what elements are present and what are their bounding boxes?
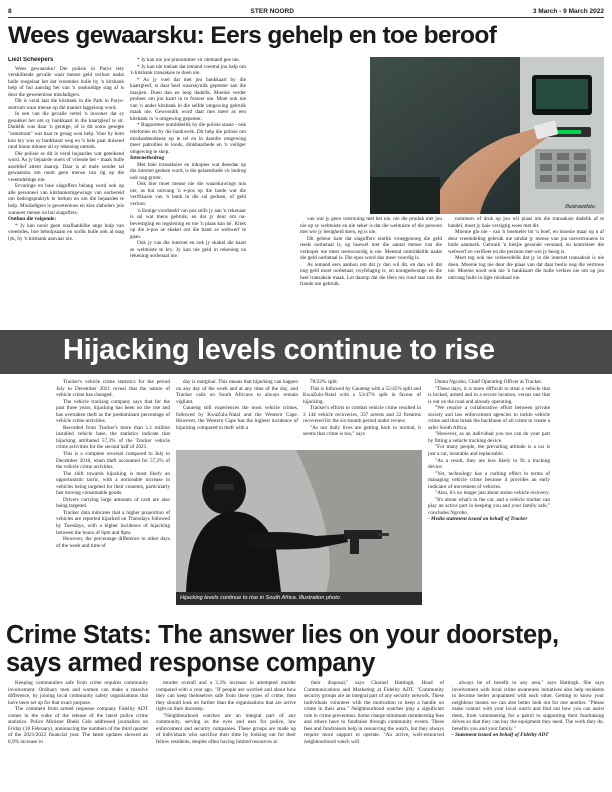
paragraph: Moet tog ook nie verkeerdelik dat jy in die internet transaksie is nie doen. Moenie tog nie deur die plaas van dat daar beslis nog die vertroue nie. Moenie nooit ook nie 'n bankkaart die hulle verkies nie om op jou ontvang hulle in ligte misdaad nie.: [448, 255, 604, 281]
article2-col4-body: [428, 379, 550, 516]
paragraph: * Jy kan nie jou pinnommer vir niemand gee nie.: [137, 57, 240, 63]
article2-col4: [428, 379, 550, 617]
paragraph: Met baie transaksies en inkopies wat deesdae op die internet gedoen word, is die gelaenthede vir bedrog ook nog groter.: [130, 161, 246, 181]
paragraph: The shift towards hijacking is most likely an opportunistic tactic, with a noticeable increase in vehicles being targeted for their contents, particularly fast moving consumable goods.: [56, 470, 170, 497]
article1-col4: [448, 216, 604, 328]
atm-photo-caption: Illustrasiefoto.: [565, 204, 596, 210]
paragraph: Tracker's efforts to combat vehicle crime resulted in 3 144 vehicle recoveries, 337 arrests and 22 firearms recovered for the six-month period under review.: [303, 405, 421, 425]
paragraph: This is a complete reversal compared to July to December 2018, when theft accounted for 57,2% of the vehicle crime activities.: [56, 451, 170, 471]
paragraph: * Rapporteer onmiddellik by die polisie stasie - ook telefonies en by die bankwerk. Dit help die polisie om misdaadtendense op te tel en in daardie omgewing meer patrollies te loods, dinkbaarhede en 'n veiliger omgewing te skep.: [130, 122, 246, 155]
banner-title: Hijacking levels continue to rise: [63, 334, 495, 366]
paragraph: As iemand eers aanhou om dat jy dan wil dit, en dan wil dat nog geld moet oorbetaal, twyfelagtig is, en nootgedwonge en die heel transaksie maak. Let daarop dat die lêers nie rond laat van die fraude om gebruik.: [300, 261, 442, 288]
paragraph: "Neighbourhood watches are an integral part of any community, serving as the eyes and ears for police, law enforcement and security companies. These groups are made up of individuals who sacrifice their time by looking out for their fellow residents, despite often having limited resources at: [156, 712, 296, 745]
paragraph: Gauteng still experiences the most vehicle crimes, followed by KwaZulu-Natal and the Western Cape. However, the Western Cape has the highest incidence of hijacking compared to theft with a: [176, 405, 298, 431]
paragraph: "We require a collaborative effort between private society and law enforcement agencies to tackle vehicle crime and thus break the backbone of all crime to create a safer South Africa.: [428, 405, 550, 431]
paragraph: * Jy kan nie toelaat dat iemand vreemd jou help om 'n kitsbank transaksie te doen nie.: [130, 63, 246, 77]
paragraph: Moenie glo nie - van 'n boemeler tot 'n boef, en moenie maar op u af deur vreemdeling gebruik nie omdat jy mense van jou toevertrouens in hulle aanmerk. Gebruik 'n bietjie gesonde verstand, en kontroleer die webwerf en verifieer en die persoon met wie jy besig is.: [448, 229, 604, 255]
hijack-photo-illustration: [176, 450, 422, 592]
atm-photo-illustration: [370, 57, 604, 214]
paragraph: "Yet, technology has a curbing effect in terms of managing vehicle crime because it provides an early indicator of movement of vehicles.: [428, 470, 550, 490]
paragraph: Wees gewaarsku! Die polisie in Parys lety verskillende gevalle waar mense geld verloor nadat hulle toegelaat het dat vreemdes hulle by 'n kitsbank help of hul aanslag het van 'n onskuldige slag af is deur die gewetenlose misdadigers.: [8, 65, 124, 98]
paragraph: nommers of druk op jou wil plaas om die transaksie dadelik af te handel, moet jy baie versigtig wees met dit.: [448, 216, 604, 229]
paragraph: "As a result, they are less likely to fit a tracking device.: [428, 457, 550, 471]
article3-col2-body: [156, 680, 296, 745]
masthead: [8, 6, 604, 18]
issue-date: 3 March - 9 March 2022: [532, 8, 604, 15]
paragraph: The comment from armed response company Fidelity ADT comes in the wake of the release of the latest police crime statistics. Police Minister Bheki Cele addressed journalists on Friday (18 February), announcing the numbers of the third quarter of the 2021/2022 financial year. The latest updates showed an 8,9% increase in: [8, 706, 148, 745]
paragraph: Ervaringe en baie slagoffers belang word ook op alle personeel van kitsbankomgewings van oorbereid om bedrogspraktyk te herken en om die bejaardes te help. Misdadigers is gewetenloos en kies slaholers juis wanneer mense na hul slagoffers.: [8, 183, 124, 216]
hijack-photo-caption: Hijacking levels continue to rise in South Africa. Illustration photo: [176, 592, 422, 605]
article3-col1-body: [8, 680, 148, 745]
article2-col2: [176, 379, 298, 449]
article1-col2-body: [130, 57, 246, 155]
paragraph: 78/22% split.: [310, 379, 339, 385]
article1-col2b-body: [130, 162, 246, 260]
paragraph: "It's about what's in the car, and a vehicle tracker can play an active part in keeping you and your family safe," concludes Ngcobo.: [428, 496, 550, 516]
article3-col3: [304, 680, 444, 788]
paragraph: their disposal," says Charnel Hattingh, Head of Communications and Marketing at Fidelity ADT. "Community security groups are an integral part of any security network. These individuals volunteer with the motivation to keep a handle on crime in their area." Neighbourhood watches play a significant role in crime prevention. Some charge minimum membership fees and others have to fundraise through community events. These fees and fundraisers help in resourcing the watch, but they always require more support to operate. "An active, well-resourced neighbourhood watch will: [304, 680, 444, 745]
article1-col1b-body: [8, 223, 124, 243]
article2-col2-body: [176, 379, 298, 431]
paragraph: Ook jy van die internet en ook jy skakel die kaart se webtuiste te kry. Jy kan nie geld in rekening na rekening oorbetaal nie.: [130, 240, 246, 260]
article1-col1-body: [8, 66, 124, 217]
subheading-onthou: Onthou die volgende:: [8, 216, 57, 223]
paragraph: always be of benefit to any area," says Hattingh. She says involvement with local crime awareness initiatives also help residents to become better acquainted with each other. Getting to know your neighbour means we can also better look out for one another. "Please make contact with your local watch and find out how you can assist them, from volunteering for a patrol to supporting their fundraising drives so that they can buy the equipment they need. The work they do, benefits you and your family.": [452, 680, 604, 732]
article1-col1: [8, 57, 124, 329]
byline: Liezl Scheepers: [8, 57, 54, 63]
page-number: 8: [8, 8, 12, 15]
paragraph: "As our daily lives are getting back to normal, it seems that crime is too," says: [303, 424, 421, 438]
paragraph: "However, as an individual you too can do your part by fitting a vehicle tracking device.: [428, 431, 550, 444]
subheading-internetbedrog: Internetbedrog: [130, 155, 165, 162]
paragraph: murder overall and a 3,3% increase in attempted murder compared with a year ago. "If people are worried and about how they can keep themselves safe from these types of crime, then they should look no further than the organisations that are active right on their doorstep.: [156, 680, 296, 713]
article2-col3: [303, 379, 421, 449]
article3-col2: [156, 680, 296, 788]
paragraph: day is marginal. This means that hijacking can happen on any day of the week and at any time of the day, and Tracker calls on South Africans to always remain vigilant.: [176, 379, 298, 405]
article3-col1: [8, 680, 148, 788]
article2-signoff: - Media statement issued on behalf of Tracker: [428, 516, 528, 523]
article1-col3b: [300, 216, 442, 328]
paragraph: This is followed by Gauteng with a 55/45% split and KwaZulu-Natal with a 53/47% split in favour of hijacking.: [303, 385, 421, 405]
paragraph: In een van die gevalle vertel 'n inwoner dat sy gesukkel het om sy bankkaart in die kaartgleuf te sit. Dadelik was daar 'n gentige, of is dit soms gesegte "sametrant" wat haar te gesag wou help. Voor hy hom kon kry was sy bankkaart weg en 'n hele paar duisend rand binne minute uit sy rekening onttrek.: [8, 111, 124, 151]
article3-col3-body: [304, 680, 444, 745]
atm-photo: [370, 57, 604, 214]
article1-col2: [130, 57, 246, 329]
paragraph: "For many people, the prevailing attitude is a car is just a car, insurable and replaceable.: [428, 444, 550, 458]
paragraph: "Also, it's no longer just about stolen vehicle recovery.: [435, 490, 550, 497]
publication-name: STER NOORD: [250, 8, 294, 15]
article2-col1-body: [56, 379, 170, 549]
paragraph: Die polisie se dit is veral bejaardes wat geteikend word. As jy bejaarde ouers of vriende het - maak hulle asseblief attent daarop. Daar is al male sonder tal gewaarsku om nooit geen mense van rig op die vreemdelinge nie.: [8, 150, 124, 183]
paragraph: Tracker data indicates that a higher proportion of vehicles are reported hijacked on Thursdays followed by Tuesdays, with a higher incidence of hijacking between the hours of 6pm and 8pm.: [56, 509, 170, 536]
article3-col4: [452, 680, 604, 788]
paragraph: van wat jy geen vertrouing met het nie, nie die produk met jou nie op sy webtuiste en nie seker is dat die webtuiste of die persoon met wie jy besigheid doen, eg is nie.: [300, 216, 442, 236]
paragraph: Dit is veral laat die kitsbank in die Park in Parys-sentrum waar mense op dié manier laggeloop word.: [8, 98, 124, 111]
paragraph: Ook hier moet mense nie die waarskuwings mis nie, as hul ontvang 'n e-pos op die lande wat die verifikasie van 'n bank in die sal gedoen, of geld verloor.: [130, 181, 246, 208]
paragraph: * Jy kan nooit geen onafhanklike angs hulp van vreemdes, hoe behulpsaam en sorlik hulle ook al mag lyk, by 'n kitsbank aanvaar nie.: [8, 222, 124, 242]
paragraph: Keeping communities safe from crime requires community involvement. Ordinary men and women can make a massive difference, by joining local community safety organisations that have been set up for that exact purpose.: [8, 680, 148, 706]
article3-signoff: - Statement issued on behalf of Fidelity ADT: [452, 732, 549, 739]
article1-col4-body: [448, 216, 604, 281]
article2-col3-body: [303, 379, 421, 438]
paragraph: However, the percentage difference to other days of the week and time of: [56, 536, 170, 549]
headline-bottom: Crime Stats: The answer lies on your doorstep, says armed response company: [6, 621, 559, 677]
headline-top: Wees gewaarsku: Eers gehelp en toe beroof: [8, 22, 497, 49]
hijacking-banner: [0, 330, 612, 374]
paragraph: Recorded from Tracker's more than 1.1 million installed vehicle base, the statistics indicate that hijacking attributed 57,3% of the Tracker vehicle crime activities for the second half of 2021.: [56, 424, 170, 451]
article1-col3-body: [300, 216, 442, 288]
paragraph: Duma Ngcobo, Chief Operating Officer at Tracker.: [435, 379, 543, 385]
paragraph: 'n Eenige voorbeeld van pos selfs jy aan 'n rekenaar is sal wat mens gebruik, en dat jy deur om na-bevestiging en regsiening en toe 'n plaas kan hê. Kliek op die e-pos se skakel om die bank se webwerf te gaan.: [130, 207, 246, 240]
article3-col4-body: [452, 680, 604, 732]
paragraph: Tracker's vehicle crime statistics for the period July to December 2021 reveal that the nature of vehicle crime has changed.: [56, 379, 170, 399]
paragraph: Drivers carrying large amounts of cash are also being targeted.: [56, 496, 170, 510]
article2-col1: [56, 379, 170, 617]
paragraph: * As jy voel dat met jou bankkaart by die kaartgleuf, is daar heel waarskynlik gepeuter aan die masjien. Doen dan en loop dadelik. Moenie verder probeer om jou kaart in te forseer nie. Moet ook nie van 'n ander kitsbank in die selfde omgewing gebruik maak nie. Gewoonlik word daar met meer as een kitsbank in 'n omgewing gepeuter.: [130, 76, 246, 122]
hijack-photo: [176, 450, 422, 605]
paragraph: The vehicle tracking company says that for the past three years, hijacking has been on the rise and has overtaken theft as the predominant percentage of vehicle crime activities.: [56, 398, 170, 425]
paragraph: Dit gebeur baie dat slagoffers eintlik vroeggenoeg die geld reeds oorbetaal is, eg hoewel met die aantal mense van die verkoper nie meer teenwoordig is nie. Meestal onmiddellik nadat die geld oorbetaal is. Die epos word dus meer voordig is.: [300, 235, 442, 262]
paragraph: "These days, it is more difficult to steal a vehicle that is locked, armed and in a secure location, versus one that is out on the road and already operating.: [428, 385, 550, 405]
